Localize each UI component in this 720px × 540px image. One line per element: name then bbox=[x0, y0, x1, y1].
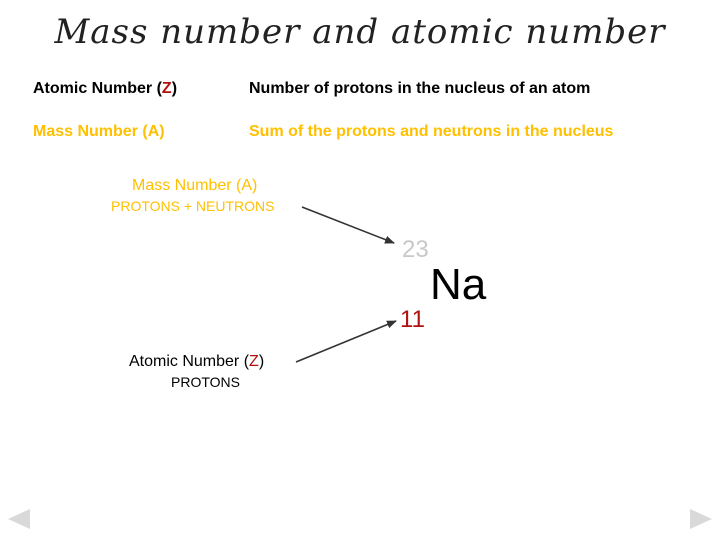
label-text: Atomic Number ( bbox=[129, 353, 250, 370]
term-close: ) bbox=[171, 80, 178, 97]
atomic-number-definition: Number of protons in the nucleus of an atom bbox=[249, 80, 591, 97]
mass-number-definition: Sum of the protons and neutrons in the nucleus bbox=[249, 123, 614, 140]
mass-number-term: Mass Number (A) bbox=[33, 123, 165, 140]
z-symbol: Z bbox=[161, 80, 172, 97]
element-symbol: Na bbox=[430, 260, 487, 309]
mass-number-sublabel: PROTONS + NEUTRONS bbox=[111, 198, 275, 214]
mass-number-value: 23 bbox=[402, 236, 429, 263]
page-title: Mass number and atomic number bbox=[54, 12, 666, 52]
mass-number-label: Mass Number (A) bbox=[132, 177, 258, 194]
mass-arrow bbox=[302, 207, 394, 243]
z-symbol: Z bbox=[249, 353, 259, 370]
term-text: Atomic Number ( bbox=[33, 80, 162, 97]
atomic-number-value: 11 bbox=[400, 306, 425, 333]
atomic-number-term bbox=[33, 80, 177, 98]
atomic-number-label bbox=[129, 353, 264, 371]
atomic-arrow bbox=[296, 321, 396, 362]
triangle-right-icon[interactable] bbox=[688, 508, 714, 530]
atomic-number-sublabel: PROTONS bbox=[171, 374, 240, 390]
triangle-left-icon[interactable] bbox=[6, 508, 32, 530]
label-close: ) bbox=[258, 353, 265, 370]
